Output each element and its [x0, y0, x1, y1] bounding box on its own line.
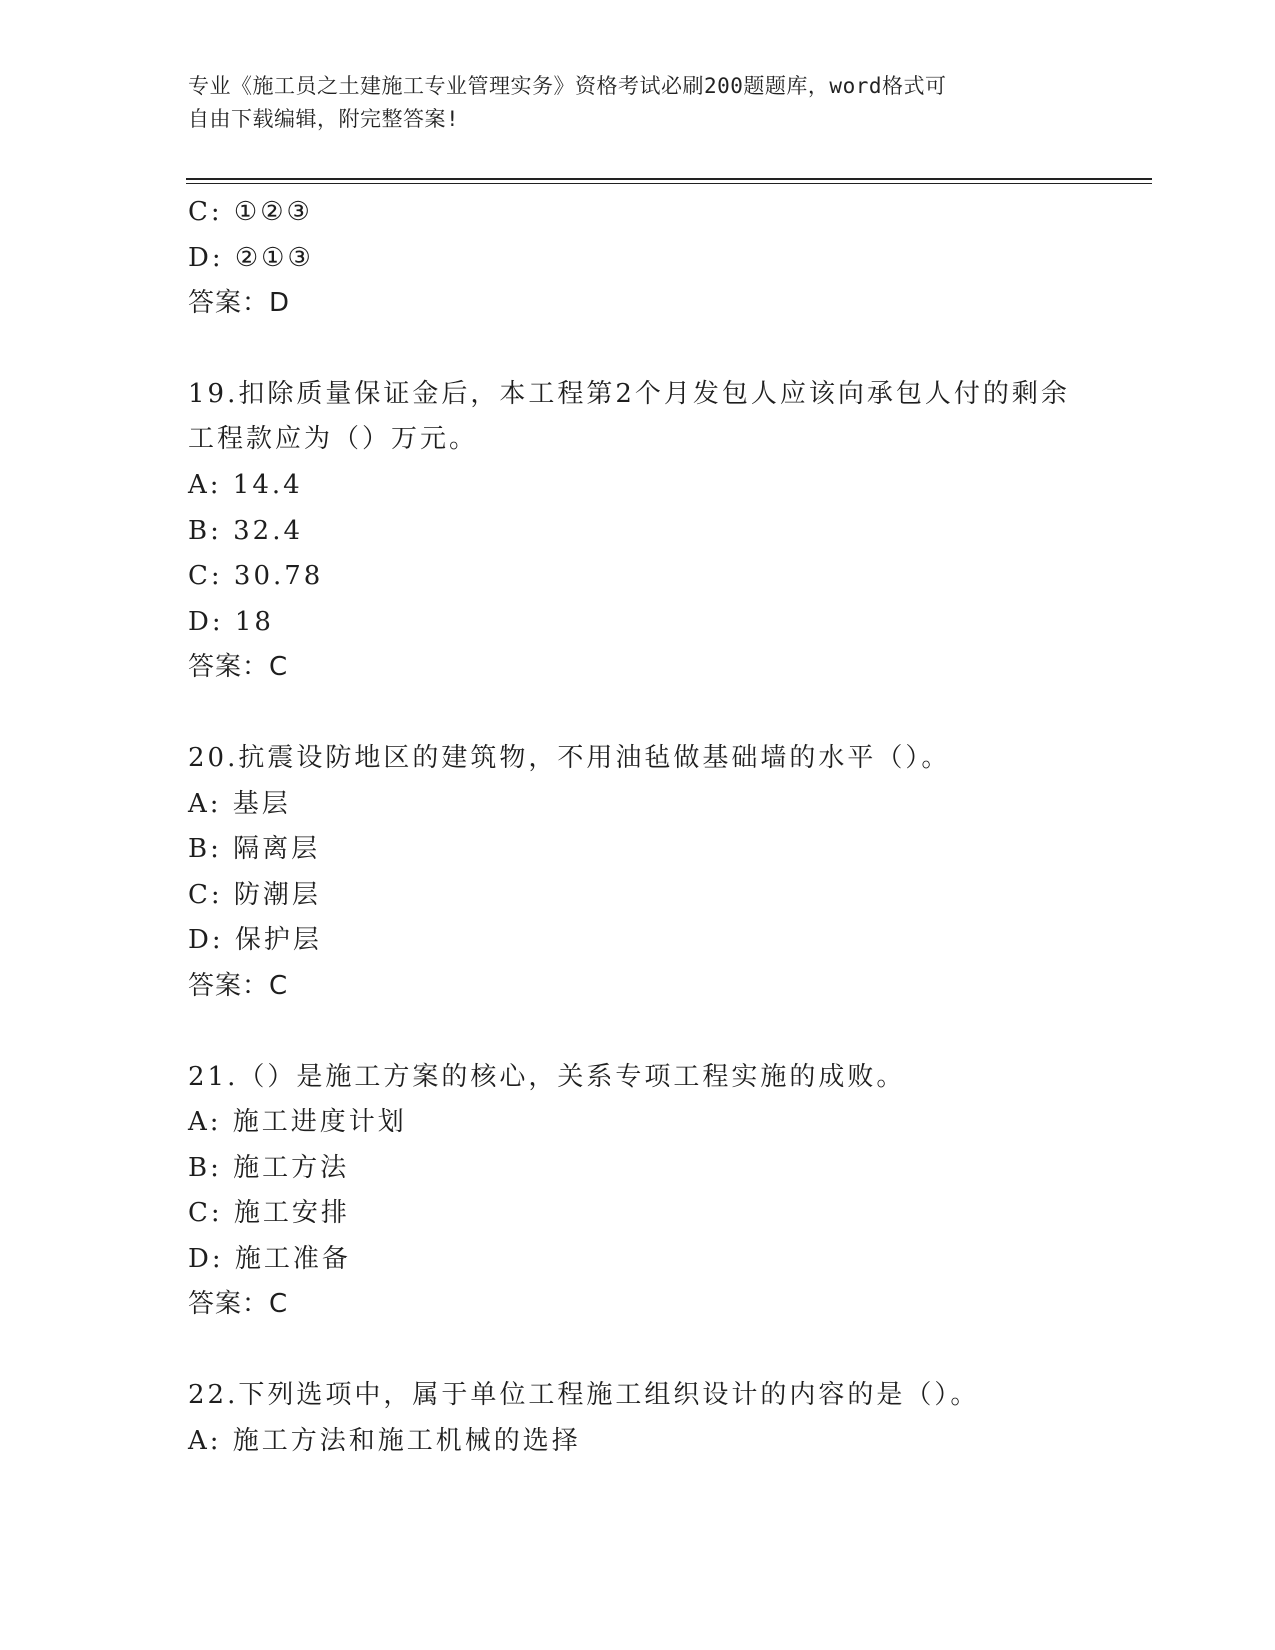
spacer: [188, 1328, 1088, 1373]
question-19: [188, 372, 1088, 691]
question-stem: 21.（）是施工方案的核心，关系专项工程实施的成败。: [188, 1061, 906, 1092]
question-20: [188, 736, 1088, 1010]
header-rule-thin: [186, 183, 1152, 184]
option-c: C: ①②③: [188, 197, 313, 227]
option-d: D: 施工准备: [188, 1243, 351, 1274]
previous-question-tail: [188, 190, 1088, 327]
answer-line: 答案：C: [188, 652, 289, 683]
answer-line: 答案：C: [188, 970, 289, 1001]
option-c: C: 施工安排: [188, 1198, 350, 1229]
option-d: D: 保护层: [188, 925, 322, 956]
question-stem: 20.抗震设防地区的建筑物，不用油毡做基础墙的水平（）。: [188, 742, 951, 773]
spacer: [188, 1010, 1088, 1055]
answer-line: 答案：D: [188, 288, 291, 319]
question-21: [188, 1055, 1088, 1329]
question-stem: 22.下列选项中，属于单位工程施工组织设计的内容的是（）。: [188, 1380, 980, 1411]
option-c: C: 防潮层: [188, 879, 321, 910]
question-stem: 19.扣除质量保证金后，本工程第2个月发包人应该向承包人付的剩余: [188, 378, 1070, 409]
page-header: [188, 70, 1068, 136]
option-b: B: 32.4: [188, 515, 304, 546]
option-b: B: 施工方法: [188, 1152, 350, 1183]
option-a: A: 14.4: [188, 469, 303, 500]
option-d: D: 18: [188, 606, 274, 637]
question-stem-continued: 工程款应为（）万元。: [188, 424, 479, 455]
option-a: A: 基层: [188, 788, 291, 819]
header-line-1: 专业《施工员之土建施工专业管理实务》资格考试必刷200题题库，word格式可: [188, 74, 947, 98]
header-line-2: 自由下载编辑，附完整答案!: [188, 107, 460, 131]
header-rule-thick: [186, 178, 1152, 180]
spacer: [188, 327, 1088, 372]
question-22: [188, 1373, 1088, 1464]
option-a: A: 施工方法和施工机械的选择: [188, 1425, 581, 1456]
spacer: [188, 691, 1088, 736]
option-a: A: 施工进度计划: [188, 1107, 407, 1138]
option-b: B: 隔离层: [188, 834, 321, 865]
option-c: C: 30.78: [188, 561, 324, 592]
question-content: [188, 190, 1088, 1464]
option-d: D: ②①③: [188, 242, 314, 273]
answer-line: 答案：C: [188, 1289, 289, 1320]
